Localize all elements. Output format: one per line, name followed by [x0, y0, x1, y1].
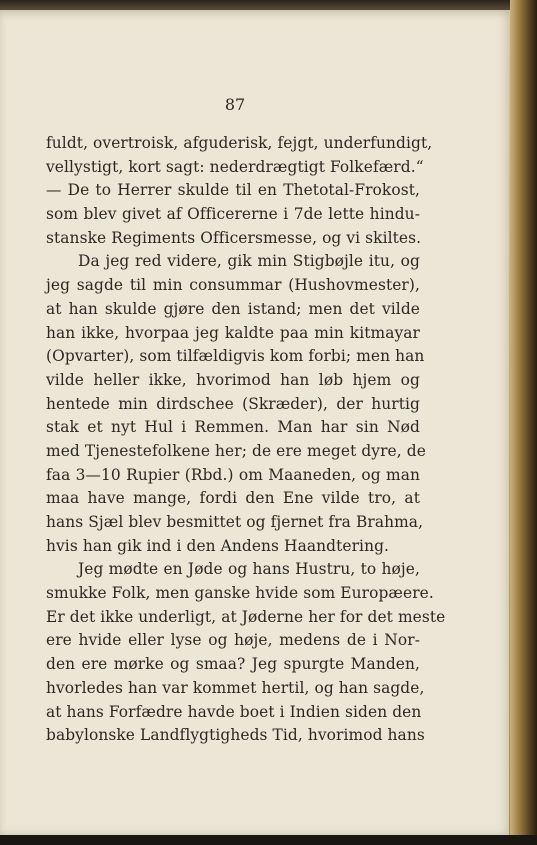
text-line: den ere mørke og smaa? Jeg spurgte Manden,	[46, 655, 420, 674]
text-line: vilde heller ikke, hvorimod han løb hjem og	[46, 370, 420, 389]
text-line: smukke Folk, men ganske hvide som Europæere.	[46, 584, 434, 603]
text-line: — De to Herrer skulde til en Thetotal-Frokost,	[46, 181, 420, 200]
text-line: at han skulde gjøre den istand; men det vilde	[46, 299, 420, 318]
text-line: som blev givet af Officererne i 7de lette hindu-	[46, 205, 420, 224]
text-line: Da jeg red videre, gik min Stigbøjle itu, og	[78, 252, 420, 271]
text-line: at hans Forfædre havde boet i Indien siden den	[46, 702, 422, 721]
text-line: ere hvide eller lyse og høje, medens de i Nor-	[46, 631, 420, 650]
text-line: stak et nyt Hul i Remmen. Man har sin Nød	[46, 418, 420, 437]
page-number: 87	[224, 95, 246, 114]
text-line: Er det ikke underligt, at Jøderne her for det meste	[46, 607, 446, 626]
text-line: hvis han gik ind i den Andens Haandtering.	[46, 536, 390, 555]
book-page	[0, 10, 512, 835]
text-line: han ikke, hvorpaa jeg kaldte paa min kitmayar	[46, 323, 420, 342]
text-line: Jeg mødte en Jøde og hans Hustru, to høje,	[78, 560, 420, 579]
book-spine	[510, 0, 537, 845]
text-line: stanske Regiments Officersmesse, og vi skiltes.	[46, 228, 422, 247]
text-line: fuldt, overtroisk, afguderisk, fejgt, underfundigt,	[46, 134, 433, 152]
text-line: vellystigt, kort sagt: nederdrægtigt Folkefærd.“	[46, 157, 424, 176]
text-line: jeg sagde til min consummar (Hushovmester),	[46, 276, 420, 295]
text-line: (Opvarter), som tilfældigvis kom forbi; men han	[46, 347, 425, 366]
text-line: babylonske Landflygtigheds Tid, hvorimod hans	[46, 726, 425, 745]
text-line: hentede min dirdschee (Skræder), der hurtig	[46, 394, 420, 413]
text-line: maa have mange, fordi den Ene vilde tro, at	[46, 489, 420, 508]
text-line: hans Sjæl blev besmittet og fjernet fra Brahma,	[46, 513, 424, 531]
body-text	[46, 132, 446, 748]
text-line: hvorledes han var kommet hertil, og han sagde,	[46, 678, 425, 697]
text-line: faa 3—10 Rupier (Rbd.) om Maaneden, og man	[46, 465, 420, 484]
text-line: med Tjenestefolkene her; de ere meget dyre, de	[46, 441, 426, 460]
book-bottom-edge	[0, 835, 537, 845]
